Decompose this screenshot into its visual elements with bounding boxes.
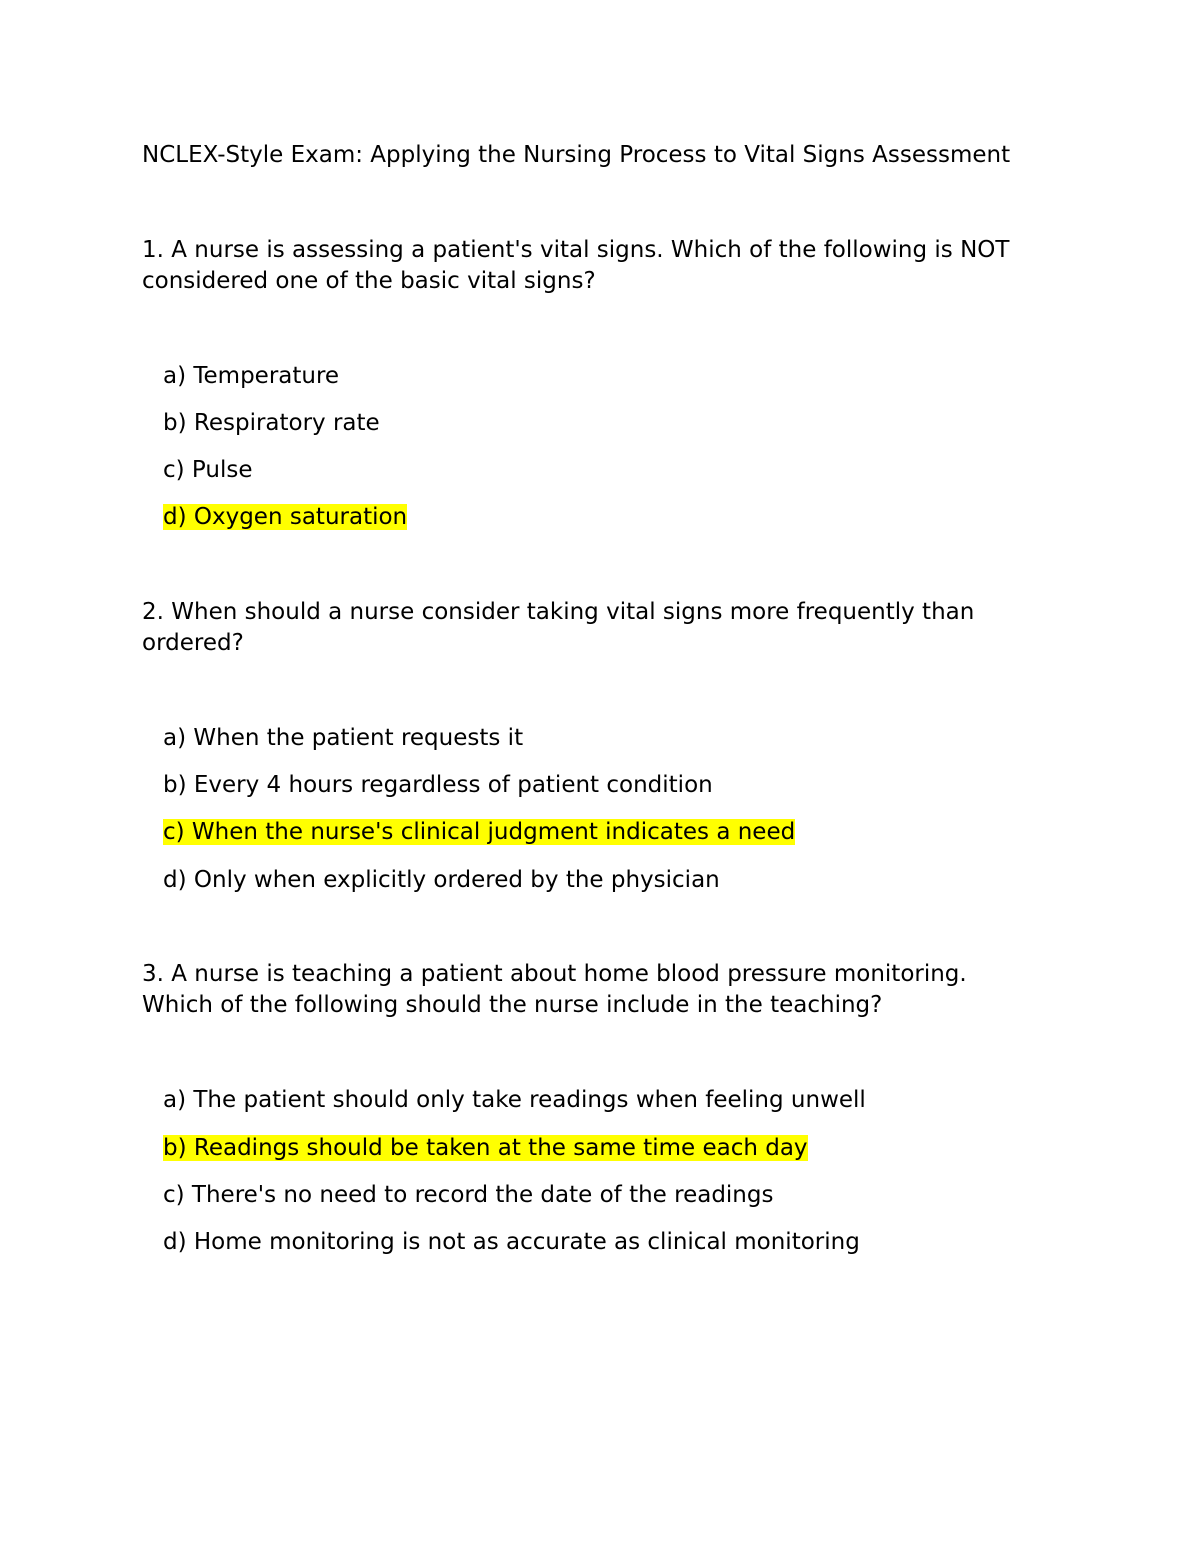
question-3 xyxy=(142,959,1042,1021)
question-2-option-b: b) Every 4 hours regardless of patient condition xyxy=(163,772,713,798)
answer-highlight: b) Readings should be taken at the same time each day xyxy=(163,1135,808,1161)
question-2-option-d: d) Only when explicitly ordered by the physician xyxy=(163,867,720,893)
question-1-option-d xyxy=(163,502,407,533)
question-1 xyxy=(142,235,1042,297)
question-1-text-line-1: 1. A nurse is assessing a patient's vital signs. Which of the following is NOT xyxy=(142,237,1010,263)
question-3-text-line-1: 3. A nurse is teaching a patient about home blood pressure monitoring. xyxy=(142,961,967,987)
document-title: NCLEX-Style Exam: Applying the Nursing Process to Vital Signs Assessment xyxy=(142,142,1011,168)
question-3-option-c: c) There's no need to record the date of the readings xyxy=(163,1182,774,1208)
question-3-option-a: a) The patient should only take readings when feeling unwell xyxy=(163,1087,866,1113)
question-1-option-c: c) Pulse xyxy=(163,457,253,483)
question-3-option-b xyxy=(163,1133,808,1164)
question-1-option-b: b) Respiratory rate xyxy=(163,410,380,436)
question-1-text-line-2: considered one of the basic vital signs? xyxy=(142,268,596,294)
question-3-option-d: d) Home monitoring is not as accurate as clinical monitoring xyxy=(163,1229,860,1255)
question-2-option-c xyxy=(163,817,795,848)
question-2-option-a: a) When the patient requests it xyxy=(163,725,524,751)
answer-highlight: c) When the nurse's clinical judgment indicates a need xyxy=(163,819,796,845)
question-2-text-line-2: ordered? xyxy=(142,630,244,656)
question-2-text-line-1: 2. When should a nurse consider taking vital signs more frequently than xyxy=(142,599,975,625)
answer-highlight: d) Oxygen saturation xyxy=(163,504,408,530)
question-1-option-a: a) Temperature xyxy=(163,363,340,389)
question-2 xyxy=(142,597,1042,659)
question-3-text-line-2: Which of the following should the nurse include in the teaching? xyxy=(142,992,883,1018)
